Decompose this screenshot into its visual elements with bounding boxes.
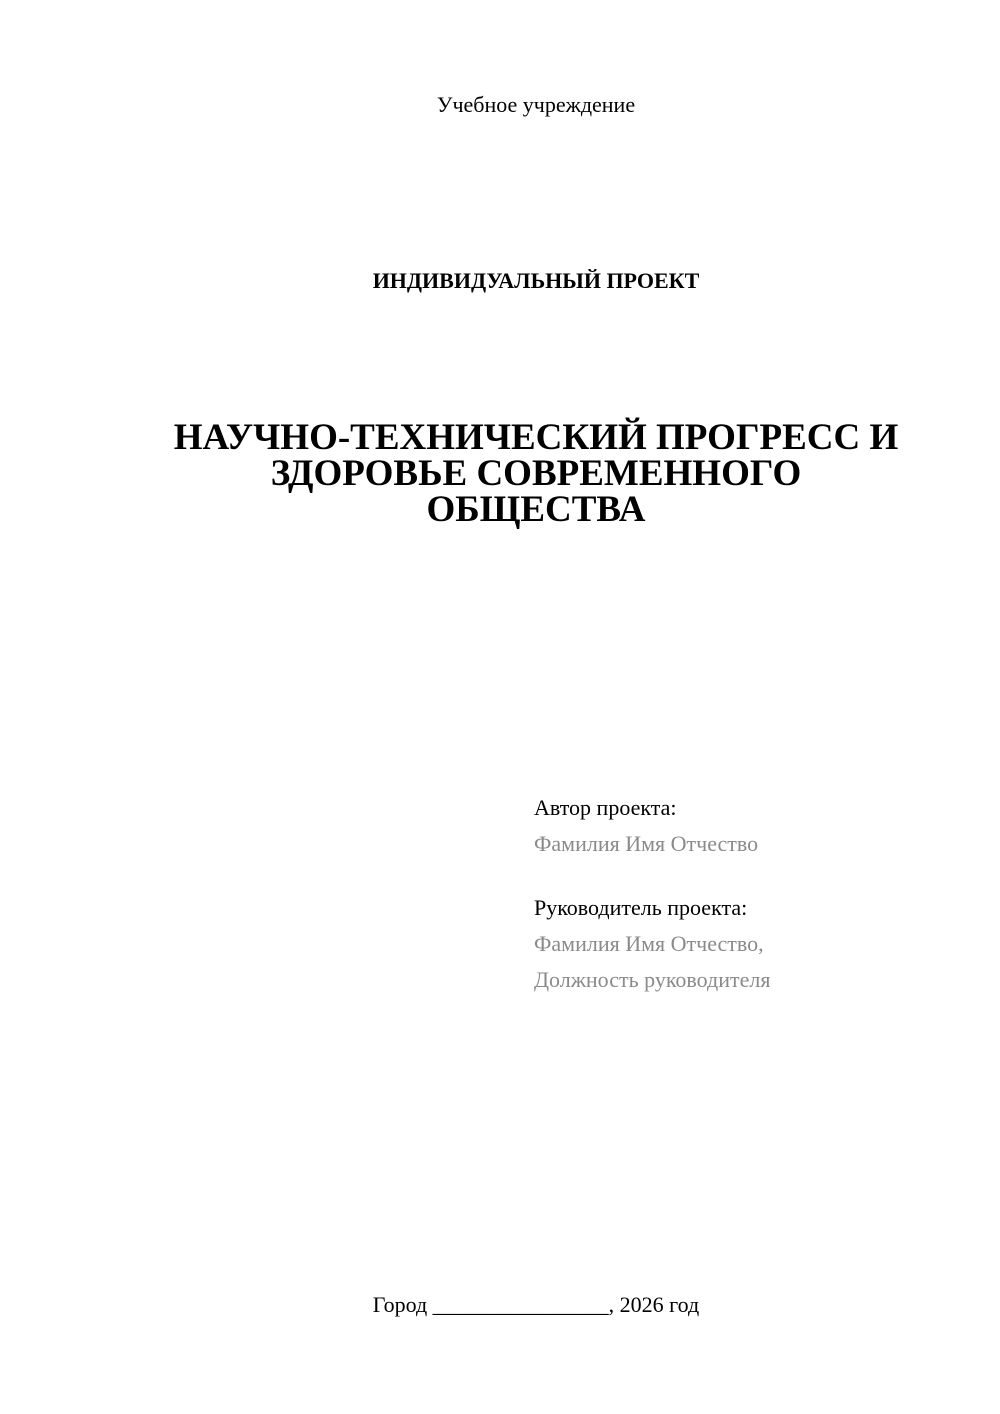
year-text: , 2026 год [608, 1292, 700, 1317]
supervisor-label: Руководитель проекта: [534, 895, 748, 920]
author-label: Автор проекта: [534, 795, 677, 820]
supervisor-position: Должность руководителя [534, 967, 771, 992]
city-label: Город [372, 1292, 428, 1317]
footer-city-year [0, 1290, 1000, 1320]
project-title-line-1: НАУЧНО-ТЕХНИЧЕСКИЙ ПРОГРЕСС И [173, 417, 899, 458]
author-name: Фамилия Имя Отчество [534, 831, 759, 856]
supervisor-name: Фамилия Имя Отчество, [534, 931, 764, 956]
signature-gap [534, 862, 974, 890]
project-title-line-3: ОБЩЕСТВА [426, 489, 646, 530]
project-title [120, 417, 952, 530]
institution-name: Учебное учреждение [436, 92, 636, 117]
signature-block [534, 790, 974, 998]
city-blank: ________________ [432, 1292, 609, 1317]
document-type: ИНДИВИДУАЛЬНЫЙ ПРОЕКТ [372, 268, 700, 293]
project-title-line-2: ЗДОРОВЬЕ СОВРЕМЕННОГО [270, 453, 802, 494]
